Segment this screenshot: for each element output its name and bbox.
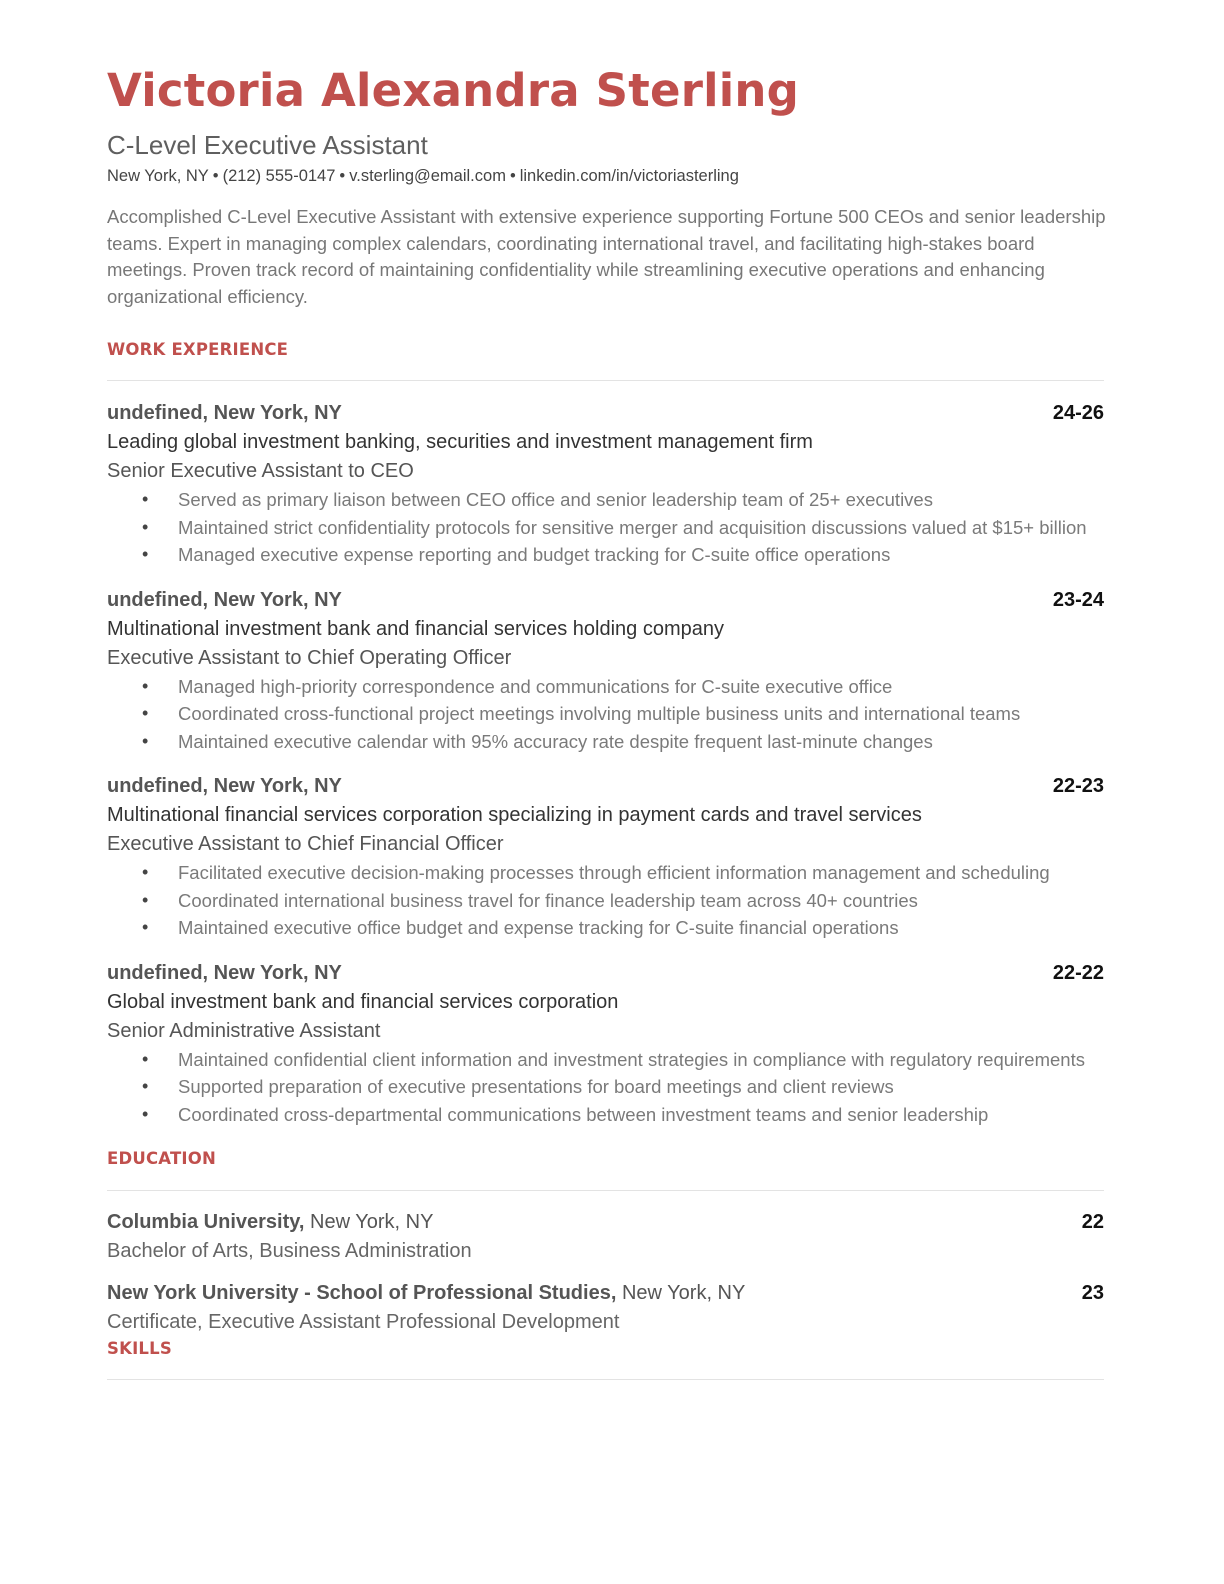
- education-entry: [107, 1279, 1104, 1337]
- job-title: Senior Administrative Assistant: [107, 1019, 381, 1042]
- contact-email: v.sterling@email.com: [349, 167, 506, 185]
- job-company-description: Leading global investment banking, securities and investment management firm: [107, 431, 813, 454]
- education-entry: [107, 1208, 1104, 1266]
- candidate-role: C-Level Executive Assistant: [107, 130, 428, 160]
- job-bullet: • Supported preparation of executive presentations for board meetings and client reviews: [107, 1073, 1104, 1101]
- education-header: [107, 1279, 1104, 1308]
- section-title-education: EDUCATION: [107, 1149, 216, 1169]
- section-divider: [107, 1190, 1104, 1191]
- contact-separator: •: [339, 167, 346, 185]
- contact-separator: •: [212, 167, 219, 185]
- education-location: New York, NY: [310, 1211, 434, 1234]
- job-dates: 24-26: [1052, 402, 1104, 425]
- job-dates: 22-23: [1052, 775, 1104, 798]
- job-bullet: • Coordinated international business travel for finance leadership team across 40+ countries: [107, 887, 1104, 915]
- job-dates: 22-22: [1052, 961, 1104, 984]
- job-entry: [107, 586, 1104, 756]
- education-header: [107, 1208, 1104, 1237]
- contact-separator: •: [509, 167, 516, 185]
- job-company: undefined, New York, NY: [107, 775, 342, 798]
- job-bullets: [107, 486, 1104, 569]
- section-title-work-experience: WORK EXPERIENCE: [107, 340, 289, 360]
- job-bullet: • Maintained executive calendar with 95% accuracy rate despite frequent last-minute changes: [107, 728, 1104, 756]
- job-bullet: • Coordinated cross-functional project meetings involving multiple business units and international teams: [107, 700, 1104, 728]
- job-company-description: Multinational investment bank and financial services holding company: [107, 617, 725, 640]
- candidate-name: Victoria Alexandra Sterling: [107, 64, 799, 117]
- job-header: [107, 586, 1104, 614]
- section-divider: [107, 1379, 1104, 1380]
- education-year: 23: [1081, 1282, 1104, 1305]
- job-header: [107, 399, 1104, 427]
- job-title: Executive Assistant to Chief Operating Officer: [107, 646, 512, 669]
- job-company-description: Multinational financial services corporation specializing in payment cards and travel services: [107, 804, 922, 827]
- job-bullet: • Maintained strict confidentiality protocols for sensitive merger and acquisition discussions valued at $15+ billion: [107, 514, 1104, 542]
- job-header: [107, 772, 1104, 800]
- job-bullet: • Facilitated executive decision-making processes through efficient information management and scheduling: [107, 859, 1104, 887]
- education-degree: Certificate, Executive Assistant Professional Development: [107, 1311, 620, 1334]
- contact-line: [107, 165, 1104, 187]
- job-company: undefined, New York, NY: [107, 961, 342, 984]
- job-title: Senior Executive Assistant to CEO: [107, 460, 414, 483]
- job-bullet: • Managed executive expense reporting and budget tracking for C-suite office operations: [107, 541, 1104, 569]
- education-degree: Bachelor of Arts, Business Administration: [107, 1240, 472, 1263]
- job-company: undefined, New York, NY: [107, 402, 342, 425]
- job-bullets: [107, 673, 1104, 756]
- section-title-skills: SKILLS: [107, 1339, 172, 1359]
- job-bullet: • Coordinated cross-departmental communications between investment teams and senior leadership: [107, 1101, 1104, 1129]
- job-bullets: [107, 1046, 1104, 1129]
- job-entry: [107, 959, 1104, 1129]
- education-year: 22: [1081, 1211, 1104, 1234]
- job-company-description: Global investment bank and financial services corporation: [107, 990, 619, 1013]
- job-bullet: • Served as primary liaison between CEO office and senior leadership team of 25+ executives: [107, 486, 1104, 514]
- contact-location: New York, NY: [107, 167, 209, 185]
- job-title: Executive Assistant to Chief Financial Officer: [107, 833, 504, 856]
- job-header: [107, 959, 1104, 987]
- professional-summary: Accomplished C-Level Executive Assistant with extensive experience supporting Fortune 500 CEOs and senior leadership teams. Expert in managing complex calendars, coordinating international travel, and facilitating high-stakes board meetings. Proven track record of maintaining confidentiality while streamlining executive operations and enhancing organizational efficiency.: [107, 206, 1106, 307]
- job-entry: [107, 399, 1104, 569]
- education-location: New York, NY: [621, 1282, 746, 1305]
- job-bullet: • Maintained confidential client information and investment strategies in compliance with regulatory requirements: [107, 1046, 1104, 1074]
- job-bullets: [107, 859, 1104, 942]
- job-company: undefined, New York, NY: [107, 588, 342, 611]
- contact-phone: (212) 555-0147: [222, 167, 336, 185]
- job-entry: [107, 772, 1104, 942]
- contact-linkedin: linkedin.com/in/victoriasterling: [519, 167, 739, 185]
- education-school: New York University - School of Professional Studies,: [107, 1282, 617, 1305]
- job-bullet: • Managed high-priority correspondence and communications for C-suite executive office: [107, 673, 1104, 701]
- job-bullet: • Maintained executive office budget and expense tracking for C-suite financial operations: [107, 914, 1104, 942]
- section-divider: [107, 380, 1104, 381]
- job-dates: 23-24: [1052, 588, 1104, 611]
- education-school: Columbia University,: [107, 1211, 305, 1234]
